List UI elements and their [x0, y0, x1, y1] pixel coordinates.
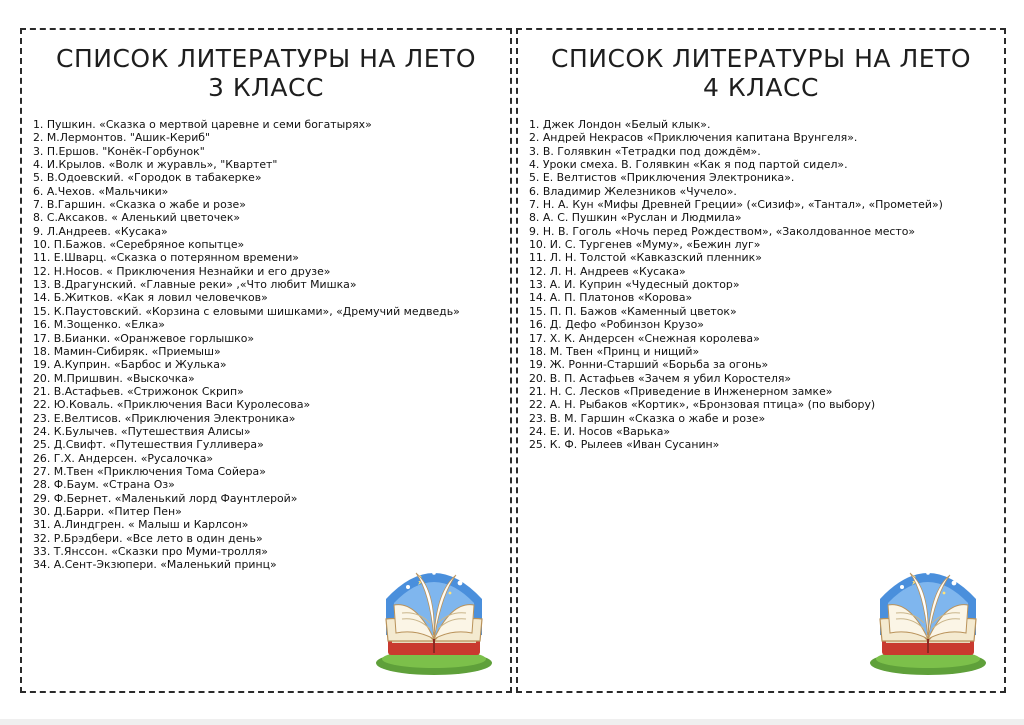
list-item: 9. Н. В. Гоголь «Ночь перед Рождеством», «Заколдованное место»	[529, 224, 916, 238]
list-item: 24. Е. И. Носов «Варька»	[529, 424, 671, 438]
list-item: 25. Д.Свифт. «Путешествия Гулливера»	[33, 438, 264, 452]
title-block	[22, 44, 510, 102]
list-item: 8. С.Аксаков. « Аленький цветочек»	[33, 211, 241, 225]
list-item: 19. А.Куприн. «Барбос и Жулька»	[33, 358, 227, 372]
list-item: 2. М.Лермонтов. "Ашик-Кериб"	[33, 131, 211, 145]
list-item: 11. Е.Шварц. «Сказка о потерянном времени»	[33, 251, 299, 265]
list-item: 20. В. П. Астафьев «Зачем я убил Коростеля»	[529, 371, 792, 385]
list-item: 20. М.Пришвин. «Выскочка»	[33, 371, 195, 385]
list-item: 27. М.Твен «Приключения Тома Сойера»	[33, 464, 266, 478]
list-item: 10. П.Бажов. «Серебряное копытце»	[33, 238, 245, 252]
list-item: 14. Б.Житков. «Как я ловил человечков»	[33, 291, 268, 305]
list-item: 16. М.Зощенко. «Елка»	[33, 318, 165, 332]
list-item: 25. К. Ф. Рылеев «Иван Сусанин»	[529, 438, 720, 452]
list-item: 21. Н. С. Лесков «Приведение в Инженерном замке»	[529, 384, 833, 398]
list-item: 34. А.Сент-Экзюпери. «Маленький принц»	[33, 558, 277, 572]
list-item: 8. А. С. Пушкин «Руслан и Людмила»	[529, 211, 742, 225]
list-item: 16. Д. Дефо «Робинзон Крузо»	[529, 318, 704, 332]
list-item: 3. В. Голявкин «Тетрадки под дождём».	[529, 144, 761, 158]
list-item: 22. А. Н. Рыбаков «Кортик», «Бронзовая птица» (по выбору)	[529, 398, 876, 412]
list-item: 3. П.Ершов. "Конёк-Горбунок"	[33, 144, 205, 158]
list-item: 7. В.Гаршин. «Сказка о жабе и розе»	[33, 198, 246, 212]
grade-subtitle: 3 КЛАСС	[208, 73, 324, 102]
list-item: 12. Н.Носов. « Приключения Незнайки и его друзе»	[33, 264, 331, 278]
list-item: 28. Ф.Баум. «Страна Оз»	[33, 478, 175, 492]
list-item: 22. Ю.Коваль. «Приключения Васи Куролесова»	[33, 398, 311, 412]
list-item: 2. Андрей Некрасов «Приключения капитана Врунгеля».	[529, 131, 858, 145]
list-item: 17. Х. К. Андерсен «Снежная королева»	[529, 331, 760, 345]
grade-subtitle: 4 КЛАСС	[703, 73, 819, 102]
title-block	[518, 44, 1004, 102]
list-item: 23. В. М. Гаршин «Сказка о жабе и розе»	[529, 411, 766, 425]
open-book-icon	[866, 553, 990, 677]
list-item: 23. Е.Велтисов. «Приключения Электроника»	[33, 411, 296, 425]
list-item: 6. А.Чехов. «Мальчики»	[33, 184, 169, 198]
list-item: 21. В.Астафьев. «Стрижонок Скрип»	[33, 384, 244, 398]
list-item: 11. Л. Н. Толстой «Кавказский пленник»	[529, 251, 762, 265]
list-item: 17. В.Бианки. «Оранжевое горлышко»	[33, 331, 255, 345]
list-item: 15. П. П. Бажов «Каменный цветок»	[529, 304, 737, 318]
page-title: СПИСОК ЛИТЕРАТУРЫ НА ЛЕТО	[55, 44, 476, 73]
book-list	[33, 118, 506, 572]
panel-grade-4	[516, 28, 1006, 693]
page-title: СПИСОК ЛИТЕРАТУРЫ НА ЛЕТО	[550, 44, 971, 73]
list-item: 18. М. Твен «Принц и нищий»	[529, 344, 700, 358]
list-item: 19. Ж. Ронни-Старший «Борьба за огонь»	[529, 358, 769, 372]
panel-grade-3	[20, 28, 512, 693]
list-item: 26. Г.Х. Андерсен. «Русалочка»	[33, 451, 214, 465]
list-item: 14. А. П. Платонов «Корова»	[529, 291, 693, 305]
list-item: 1. Джек Лондон «Белый клык».	[529, 118, 711, 131]
list-item: 4. И.Крылов. «Волк и журавль», "Квартет"	[33, 158, 278, 172]
list-item: 5. В.Одоевский. «Городок в табакерке»	[33, 171, 262, 185]
book-list	[529, 118, 1000, 452]
list-item: 30. Д.Барри. «Питер Пен»	[33, 504, 182, 518]
list-item: 9. Л.Андреев. «Кусака»	[33, 224, 168, 238]
list-item: 12. Л. Н. Андреев «Кусака»	[529, 264, 686, 278]
list-item: 31. А.Линдгрен. « Малыш и Карлсон»	[33, 518, 249, 532]
list-item: 29. Ф.Бернет. «Маленький лорд Фаунтлерой»	[33, 491, 298, 505]
list-item: 6. Владимир Железников «Чучело».	[529, 184, 737, 198]
list-item: 13. А. И. Куприн «Чудесный доктор»	[529, 278, 740, 292]
list-item: 18. Мамин-Сибиряк. «Приемыш»	[33, 344, 221, 358]
open-book-icon	[372, 553, 496, 677]
page-bottom-edge	[0, 719, 1024, 725]
list-item: 10. И. С. Тургенев «Муму», «Бежин луг»	[529, 238, 761, 252]
list-item: 5. Е. Велтистов «Приключения Электроника».	[529, 171, 795, 185]
list-item: 24. К.Булычев. «Путешествия Алисы»	[33, 424, 251, 438]
list-item: 32. Р.Брэдбери. «Все лето в один день»	[33, 531, 263, 545]
list-item: 13. В.Драгунский. «Главные реки» ,«Что любит Мишка»	[33, 278, 357, 292]
list-item: 15. К.Паустовский. «Корзина с еловыми шишками», «Дремучий медведь»	[33, 304, 460, 318]
list-item: 4. Уроки смеха. В. Голявкин «Как я под партой сидел».	[529, 158, 848, 172]
list-item: 1. Пушкин. «Сказка о мертвой царевне и семи богатырях»	[33, 118, 372, 131]
list-item: 33. Т.Янссон. «Сказки про Муми-тролля»	[33, 545, 268, 558]
list-item: 7. Н. А. Кун «Мифы Древней Греции» («Сизиф», «Тантал», «Прометей»)	[529, 198, 943, 212]
